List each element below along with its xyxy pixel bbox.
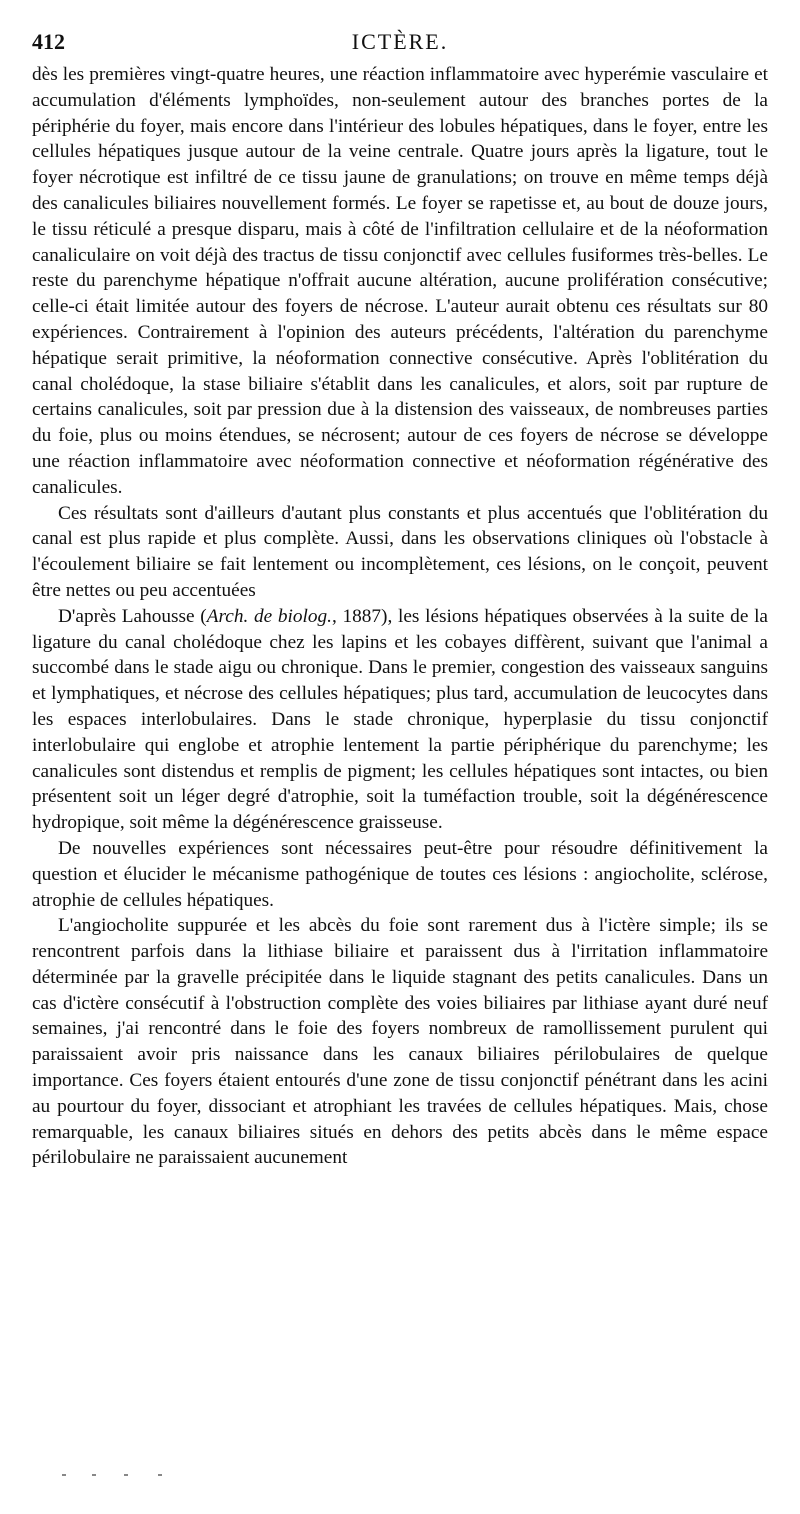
paragraph-text-before-citation: D'après Lahousse ( <box>58 605 207 627</box>
scan-specks <box>62 1474 182 1478</box>
scan-speck <box>62 1474 66 1476</box>
book-page <box>32 28 768 1171</box>
scan-speck <box>92 1474 96 1476</box>
page-number: 412 <box>32 29 65 54</box>
paragraph-5 <box>32 913 768 1171</box>
running-head <box>32 28 768 62</box>
paragraph-text: De nouvelles expériences sont nécessaires peut-être pour résoudre définitivement la question et élucider le mécanisme pathogénique de toutes ces lésions : angiocholite, sclérose, atrophie de cellules hépatiques. <box>32 837 768 911</box>
paragraph-4 <box>32 836 768 913</box>
scan-speck <box>124 1474 128 1476</box>
paragraph-text: dès les premières vingt-quatre heures, une réaction inflammatoire avec hyperémie vasculaire et accumulation d'éléments lymphoïdes, non-seulement autour des branches portes de la périphérie du foyer, mais encore dans l'intérieur des lobules hépatiques, dans le foyer, entre les cellules hépatiques jusque autour de la veine centrale. Quatre jours après la ligature, tout le foyer nécrotique est infiltré de ce tissu jaune de granulations; on trouve en même temps déjà des canalicules biliaires nouvellement formés. Le foyer se rapetisse et, au bout de douze jours, le tissu réticulé a presque disparu, mais à côté de l'infiltration cellulaire et de la néoformation canaliculaire on voit déjà des tractus de tissu conjonctif avec cellules fusiformes très-belles. Le reste du parenchyme hépatique n'offrait aucune altération, aucune prolifération consécutive; celle-ci était limitée autour des foyers de nécrose. L'auteur aurait obtenu ces résultats sur 80 expériences. Contrairement à l'opinion des auteurs précédents, l'altération du parenchyme hépatique serait primitive, la néoformation connective consécutive. Après l'oblitération du canal cholédoque, la stase biliaire s'établit dans les canalicules, et alors, soit par rupture de certains canalicules, soit par pression due à la distension des vaisseaux, de nombreuses parties du foie, plus ou moins étendues, se nécrosent; autour de ces foyers de nécrose se développe une réaction inflammatoire avec néoformation connective et néoformation régénérative des canalicules. <box>32 64 768 498</box>
paragraph-text-after-citation: , 1887), les lésions hépatiques observées à la suite de la ligature du canal cholédoque chez les lapins et les cobayes diffèrent, suivant que l'animal a succombé dans le stade aigu ou chronique. Dans le premier, congestion des vaisseaux sanguins et lymphatiques, et nécrose des cellules hépatiques; plus tard, accumulation de leucocytes dans les espaces interlobulaires. Dans le stade chronique, hyperplasie du tissu conjonctif interlobulaire qui englobe et atrophie lentement la partie périphérique du parenchyme; les canalicules sont distendus et remplis de pigment; les cellules hépatiques sont intactes, ou bien présentent soit un léger degré d'atrophie, soit la tuméfaction trouble, soit la dégénérescence hydropique, soit même la dégénérescence graisseuse. <box>32 605 768 834</box>
paragraph-1 <box>32 62 768 501</box>
paragraph-text: L'angiocholite suppurée et les abcès du foie sont rarement dus à l'ictère simple; ils se rencontrent parfois dans la lithiase biliaire et paraissent dus à l'irritation inflammatoire déterminée par la gravelle précipitée dans le liquide stagnant des petits canalicules. Dans un cas d'ictère consécutif à l'obstruction complète des voies biliaires par lithiase ayant duré neuf semaines, j'ai rencontré dans le foie des foyers nombreux de ramollissement purulent qui paraissaient avoir pris naissance dans les canaux biliaires périlobulaires de quelque importance. Ces foyers étaient entourés d'une zone de tissu conjonctif pénétrant dans les acini au pourtour du foyer, dissociant et atrophiant les travées de cellules hépatiques. Mais, chose remarquable, les canaux biliaires situés en dehors des petits abcès dans le même espace périlobulaire ne paraissaient aucunement <box>32 915 768 1169</box>
body-text <box>32 62 768 1171</box>
scan-speck <box>158 1474 162 1476</box>
running-title: ICTÈRE. <box>351 29 449 54</box>
paragraph-3 <box>32 604 768 836</box>
journal-citation: Arch. de biolog. <box>206 605 332 627</box>
paragraph-text: Ces résultats sont d'ailleurs d'autant plus constants et plus accentués que l'oblitération du canal est plus rapide et plus complète. Aussi, dans les observations cliniques où l'obstacle à l'écoulement biliaire se fait lentement ou incomplètement, ces lésions, on le conçoit, peuvent être nettes ou peu accentuées <box>32 502 768 601</box>
paragraph-2 <box>32 501 768 604</box>
